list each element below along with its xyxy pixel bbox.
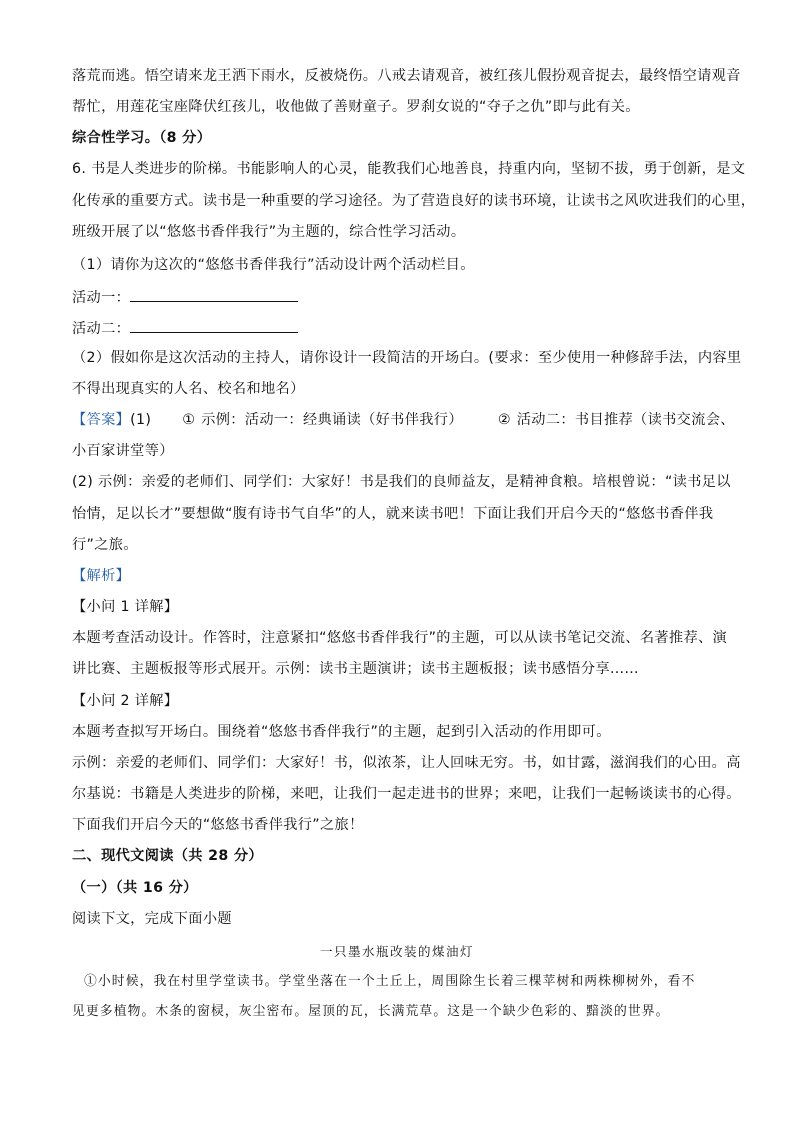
answer-tag: 【答案】 bbox=[72, 412, 131, 428]
answer-text: 示例：活动一：经典诵读（好书伴我行） bbox=[201, 412, 463, 428]
analysis-text: 示例：亲爱的老师们、同学们：大家好！书，似浓茶，让人回味无穷。书，如甘露，滋润我们的心田。高 bbox=[72, 755, 741, 771]
article-paragraph: ①小时候，我在村里学堂读书。学堂坐落在一个土丘上，周围除生长着三棵苹树和两株柳树外，看不 bbox=[84, 974, 696, 989]
answer-blank-line bbox=[72, 287, 298, 308]
question-text: 6. 书是人类进步的阶梯。书能影响人的心灵，能教我们心地善良，持重内向，坚韧不拔，勇于创新，是文 bbox=[72, 161, 746, 177]
circled-number: ② bbox=[497, 412, 511, 428]
analysis-text: 尔基说：书籍是人类进步的阶梯，来吧，让我们一起走进书的世界；来吧，让我们一起畅谈读书的心得。 bbox=[72, 786, 741, 802]
section-heading: 二、现代文阅读（共 28 分） bbox=[72, 848, 263, 864]
sub-analysis-tag: 【小问 1 详解】 bbox=[72, 599, 179, 615]
question-text: 班级开展了以“悠悠书香伴我行”为主题的，综合性学习活动。 bbox=[72, 224, 466, 240]
activity-label: 活动二： bbox=[72, 321, 131, 337]
answer-number: (1) bbox=[130, 412, 152, 428]
article-paragraph: 见更多植物。木条的窗棂，灰尘密布。屋顶的瓦，长满荒草。这是一个缺少色彩的、黯淡的世界。 bbox=[72, 1004, 670, 1019]
analysis-text: 本题考查拟写开场白。围绕着“悠悠书香伴我行”的主题，起到引入活动的作用即可。 bbox=[72, 724, 611, 740]
text-line: 落荒而逃。悟空请来龙王洒下雨水，反被烧伤。八戒去请观音，被红孩儿假扮观音捉去，最终悟空请观音 bbox=[72, 68, 741, 84]
text-line: 帮忙，用莲花宝座降伏红孩儿，收他做了善财童子。罗刹女说的“夺子之仇”即与此有关。 bbox=[72, 99, 640, 115]
sub-question: （2）假如你是这次活动的主持人，请你设计一段简洁的开场白。(要求：至少使用一种修辞手法，内容里 bbox=[72, 350, 742, 366]
answer-line bbox=[72, 410, 735, 430]
analysis-text: 下面我们开启今天的“悠悠书香伴我行”之旅！ bbox=[72, 817, 364, 833]
sub-question: 不得出现真实的人名、校名和地名） bbox=[72, 381, 305, 397]
analysis-text: 讲比赛、主题板报等形式展开。示例：读书主题演讲；读书主题板报；读书感悟分享…… bbox=[72, 661, 639, 677]
analysis-tag: 【解析】 bbox=[72, 568, 131, 584]
analysis-text: 本题考查活动设计。作答时，注意紧扣“悠悠书香伴我行”的主题，可以从读书笔记交流、名著推荐、演 bbox=[72, 630, 728, 646]
blank-underline bbox=[130, 318, 298, 333]
answer-text: 小百家讲堂等） bbox=[72, 443, 174, 459]
sub-question: （1）请你为这次的“悠悠书香伴我行”活动设计两个活动栏目。 bbox=[72, 257, 475, 273]
circled-number: ① bbox=[182, 412, 196, 428]
answer-text: 行”之旅。 bbox=[72, 537, 138, 553]
activity-label: 活动一： bbox=[72, 290, 131, 306]
answer-text: (2) 示例：亲爱的老师们、同学们：大家好！书是我们的良师益友，是精神食粮。培根曾说：“读书足以 bbox=[72, 474, 731, 490]
article-title: 一只墨水瓶改装的煤油灯 bbox=[319, 944, 474, 959]
blank-underline bbox=[130, 287, 298, 302]
answer-text: 怡情，足以长才”要想做“腹有诗书气自华”的人，就来读书吧！下面让我们开启今天的“悠悠书香伴我 bbox=[72, 506, 714, 522]
section-heading: 综合性学习。（8 分） bbox=[72, 130, 212, 146]
subsection-heading: （一）（共 16 分） bbox=[72, 880, 198, 896]
sub-analysis-tag: 【小问 2 详解】 bbox=[72, 693, 179, 709]
reading-instruction: 阅读下文，完成下面小题 bbox=[72, 911, 232, 927]
answer-text: 活动二：书目推荐（读书交流会、 bbox=[516, 412, 735, 428]
question-text: 化传承的重要方式。读书是一种重要的学习途径。为了营造良好的读书环境，让读书之风吹进我们的心里， bbox=[72, 193, 756, 209]
answer-blank-line bbox=[72, 318, 298, 339]
